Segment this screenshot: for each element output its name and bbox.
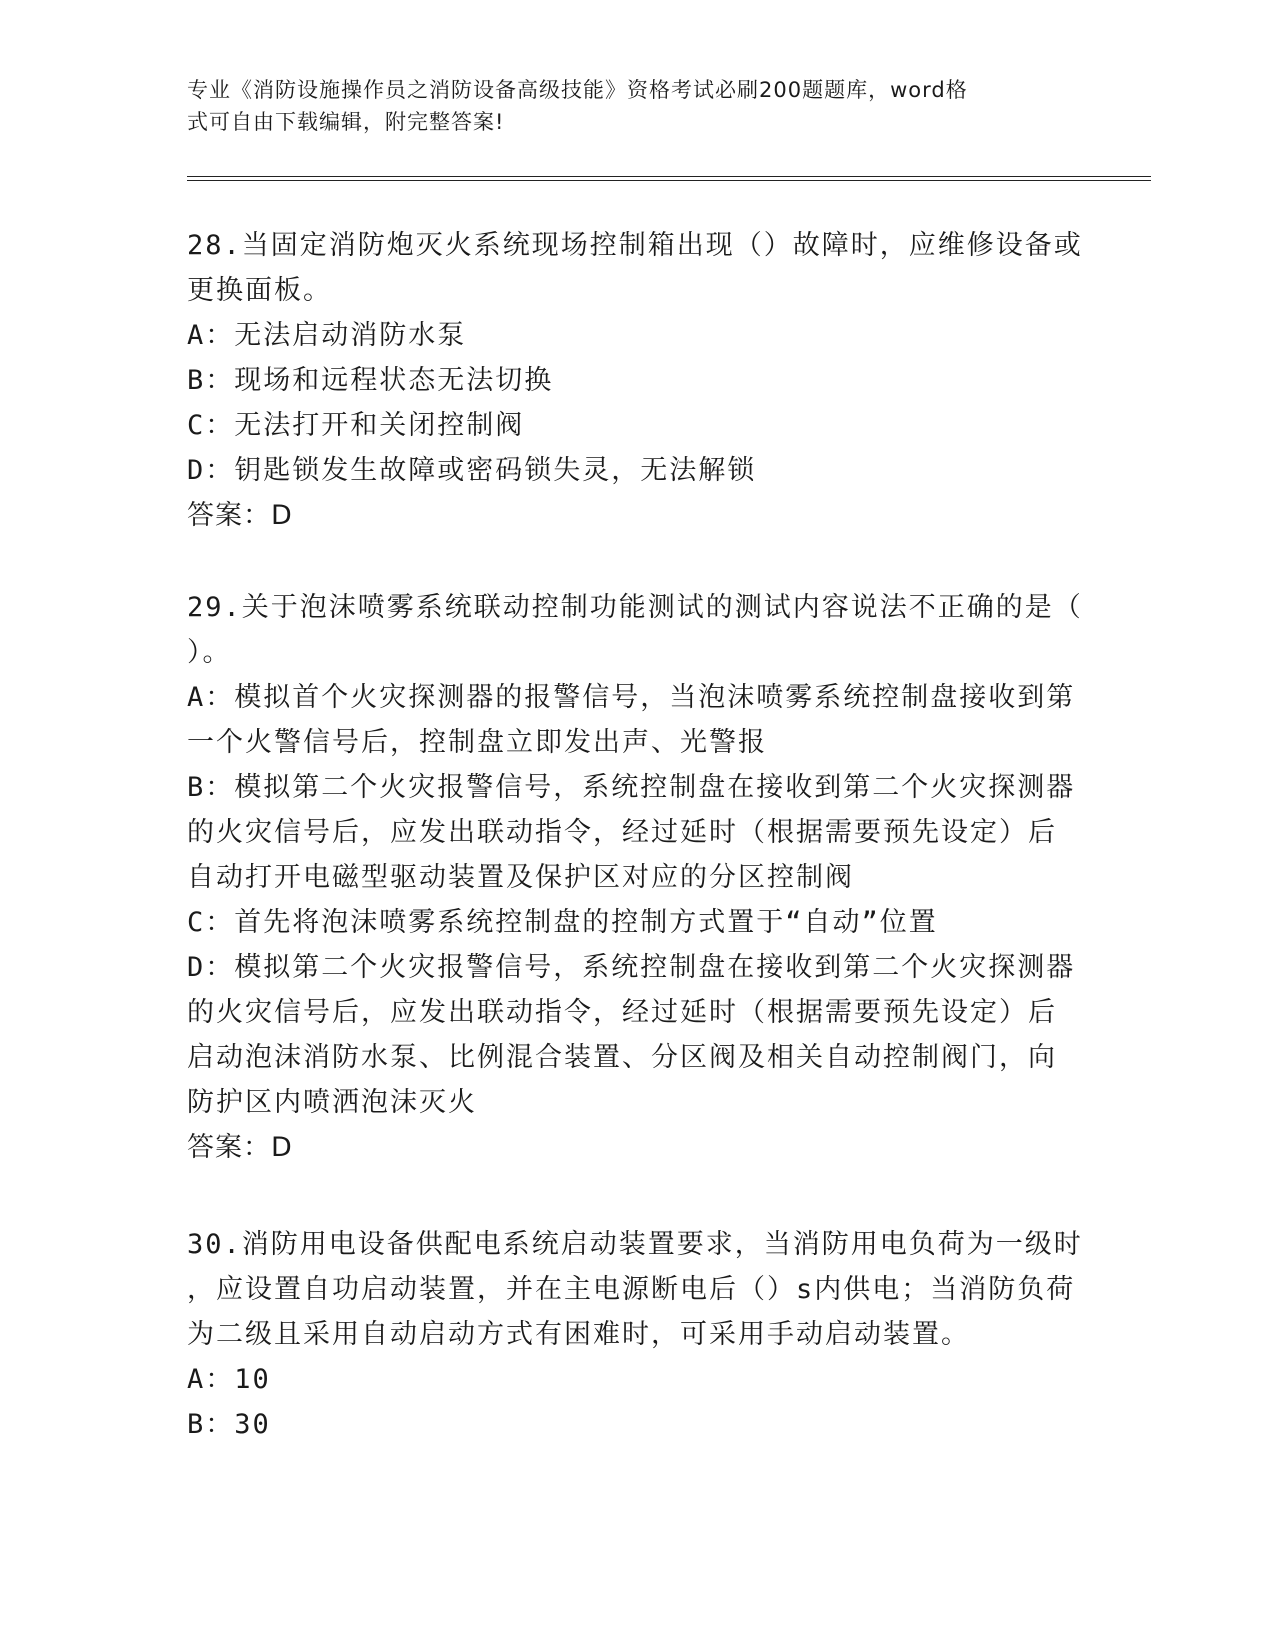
option-b-continued: 的火灾信号后，应发出联动指令，经过延时（根据需要预先设定）后 (187, 817, 1057, 848)
option-d-continued: 的火灾信号后，应发出联动指令，经过延时（根据需要预先设定）后 (187, 997, 1057, 1028)
answer-line: 答案：D (187, 500, 293, 531)
question-stem-line: ）。 (187, 637, 232, 668)
answer-line: 答案：D (187, 1132, 293, 1163)
question-stem-line: ，应设置自功启动装置，并在主电源断电后（）s内供电；当消防负荷 (187, 1274, 1076, 1305)
option-a: A：无法启动消防水泵 (187, 320, 467, 351)
option-c: C：首先将泡沫喷雾系统控制盘的控制方式置于“自动”位置 (187, 907, 938, 938)
question-30 (187, 1222, 1087, 1447)
header-line-1: 专业《消防设施操作员之消防设备高级技能》资格考试必刷200题题库，word格 (187, 78, 968, 102)
option-b: B：现场和远程状态无法切换 (187, 365, 554, 396)
option-c: C：无法打开和关闭控制阀 (187, 410, 525, 441)
option-d: D：钥匙锁发生故障或密码锁失灵，无法解锁 (187, 455, 757, 486)
header-line-2: 式可自由下载编辑，附完整答案! (187, 110, 505, 134)
question-stem-line: 29.关于泡沫喷雾系统联动控制功能测试的测试内容说法不正确的是（ (187, 592, 1083, 623)
question-stem-line: 为二级且采用自动启动方式有困难时，可采用手动启动装置。 (187, 1319, 970, 1350)
option-d-continued: 启动泡沫消防水泵、比例混合装置、分区阀及相关自动控制阀门，向 (187, 1042, 1057, 1073)
option-d: D：模拟第二个火灾报警信号，系统控制盘在接收到第二个火灾探测器 (187, 952, 1076, 983)
option-d-continued: 防护区内喷洒泡沫灭火 (187, 1087, 477, 1118)
question-stem-line: 更换面板。 (187, 275, 332, 306)
document-header (187, 74, 1067, 138)
option-b-continued: 自动打开电磁型驱动装置及保护区对应的分区控制阀 (187, 862, 854, 893)
option-a: A：模拟首个火灾探测器的报警信号，当泡沫喷雾系统控制盘接收到第 (187, 682, 1076, 713)
question-stem-line: 30.消防用电设备供配电系统启动装置要求，当消防用电负荷为一级时 (187, 1229, 1083, 1260)
question-29 (187, 585, 1087, 1170)
question-stem-line: 28.当固定消防炮灭火系统现场控制箱出现（）故障时，应维修设备或 (187, 230, 1083, 261)
option-a-continued: 一个火警信号后，控制盘立即发出声、光警报 (187, 727, 767, 758)
question-28 (187, 223, 1087, 538)
option-a: A：10 (187, 1364, 271, 1395)
option-b: B：30 (187, 1409, 271, 1440)
header-divider (187, 176, 1151, 181)
option-b: B：模拟第二个火灾报警信号，系统控制盘在接收到第二个火灾探测器 (187, 772, 1076, 803)
